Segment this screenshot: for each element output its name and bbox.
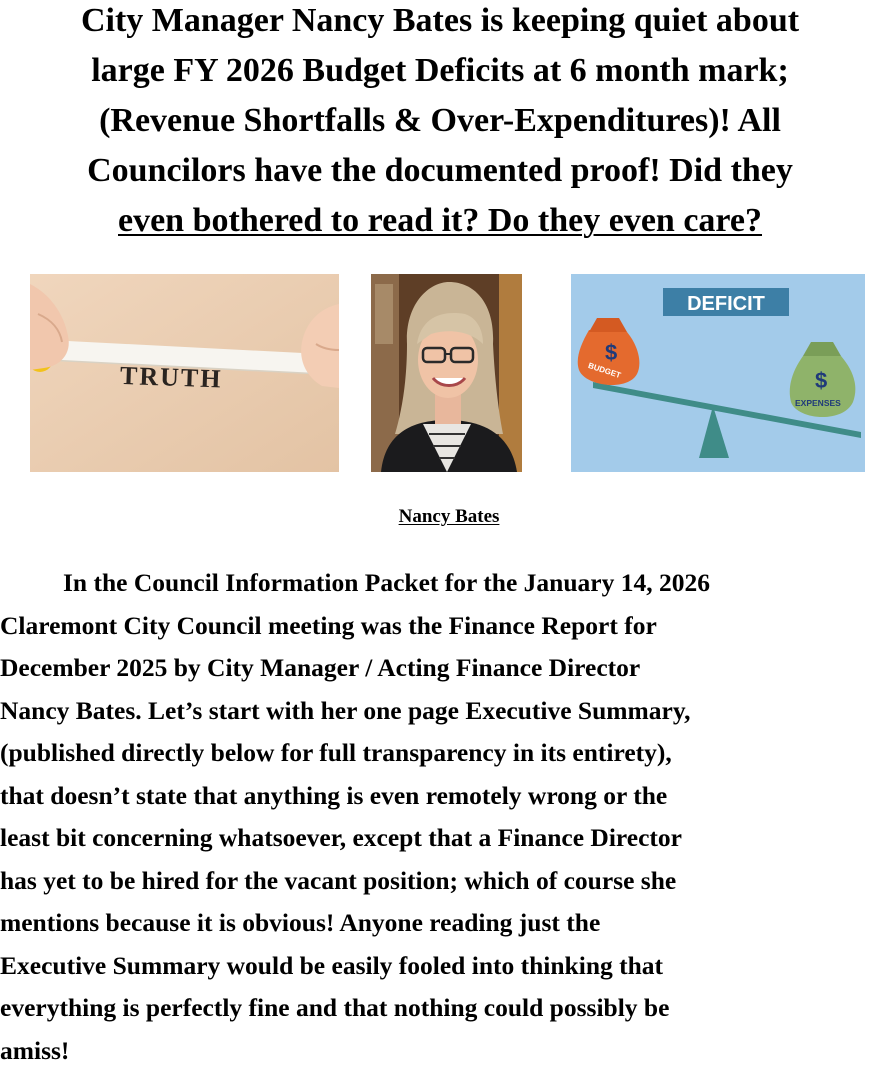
body-line: has yet to be hired for the vacant position; which of course she [0,860,880,903]
body-line: everything is perfectly fine and that nothing could possibly be [0,987,880,1030]
body-line: that doesn’t state that anything is even remotely wrong or the [0,775,880,818]
body-line: Claremont City Council meeting was the Finance Report for [0,605,880,648]
deficit-banner-text: DEFICIT [687,293,765,315]
headline-line-5: even bothered to read it? Do they even care? [118,202,762,239]
article-body [0,562,880,1072]
deficit-illustration [571,274,865,472]
body-line: (published directly below for full transparency in its entirety), [0,732,880,775]
headline-line-4: Councilors have the documented proof! Did they [87,152,793,189]
body-line: least bit concerning whatsoever, except that a Finance Director [0,817,880,860]
body-line: In the Council Information Packet for the January 14, 2026 [0,562,880,605]
body-line: mentions because it is obvious! Anyone reading just the [0,902,880,945]
deficit-seesaw-image [571,274,865,472]
body-line: Nancy Bates. Let’s start with her one page Executive Summary, [0,690,880,733]
body-line: amiss! [0,1030,880,1072]
body-line: Executive Summary would be easily fooled into thinking that [0,945,880,988]
headline-line-1: City Manager Nancy Bates is keeping quiet about [81,2,799,39]
budget-bag-label: BUDGET [587,361,622,380]
nancy-bates-portrait [371,274,522,472]
truth-tape-image [30,274,339,472]
headline-line-2: large FY 2026 Budget Deficits at 6 month mark; [91,52,789,89]
expenses-bag-label: EXPENSES [795,398,841,408]
photo-caption: Nancy Bates [0,506,880,528]
portrait-illustration [371,274,522,472]
budget-dollar: $ [605,340,617,365]
headline [0,0,880,246]
expenses-dollar: $ [815,368,827,393]
headline-line-3: (Revenue Shortfalls & Over-Expenditures)! All [99,102,781,139]
body-line: December 2025 by City Manager / Acting Finance Director [0,647,880,690]
truth-tape-illustration [30,274,339,472]
truth-word: TRUTH [120,361,223,394]
